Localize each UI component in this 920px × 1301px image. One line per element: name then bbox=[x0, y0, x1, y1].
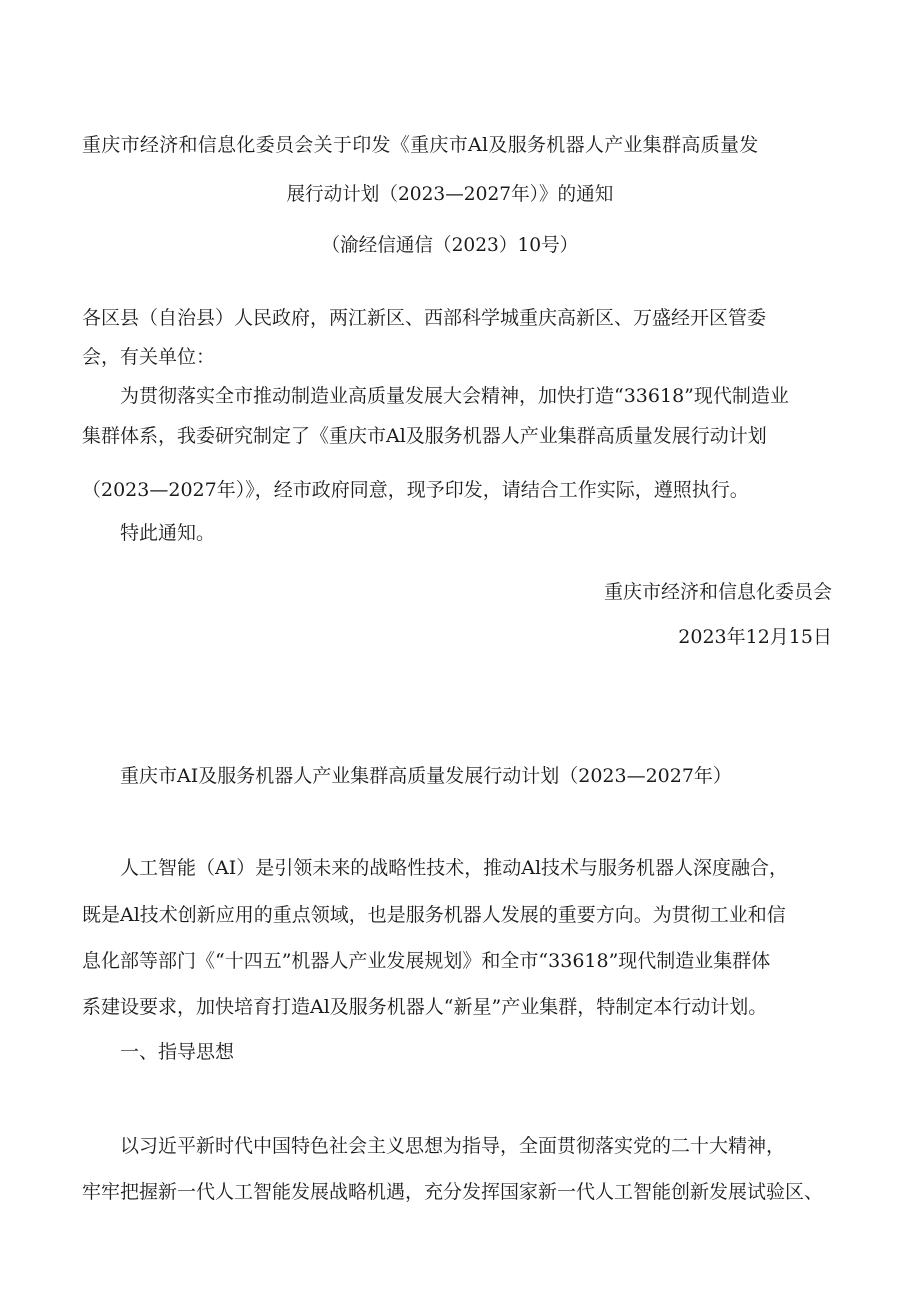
notice-closing: 特此通知。 bbox=[120, 522, 216, 544]
notice-title-line-2: 展行动计划（2023—2027年）》的通知 bbox=[286, 183, 614, 205]
addressee-line-2: 会，有关单位： bbox=[82, 346, 216, 368]
section1-body-line-2: 牢牢把握新一代人工智能发展战略机遇，充分发挥国家新一代人工智能创新发展试验区、 bbox=[82, 1181, 824, 1203]
notice-body-line-2: 集群体系，我委研究制定了《重庆市Al及服务机器人产业集群高质量发展行动计划 bbox=[82, 425, 767, 447]
addressee-line-1: 各区县（自治县）人民政府，两江新区、西部科学城重庆高新区、万盛经开区管委 bbox=[82, 307, 767, 329]
plan-title: 重庆市AI及服务机器人产业集群高质量发展行动计划（2023—2027年） bbox=[120, 765, 732, 787]
plan-intro-line-2: 既是Al技术创新应用的重点领域，也是服务机器人发展的重要方向。为贯彻工业和信 bbox=[82, 904, 786, 926]
plan-intro-line-1: 人工智能（AI）是引领未来的战略性技术，推动Al技术与服务机器人深度融合， bbox=[120, 857, 789, 879]
section-heading-guiding-ideology: 一、指导思想 bbox=[120, 1041, 235, 1063]
signature-date: 2023年12月15日 bbox=[678, 626, 832, 648]
document-number: （渝经信通信（2023）10号） bbox=[321, 234, 579, 256]
notice-title-line-1: 重庆市经济和信息化委员会关于印发《重庆市Al及服务机器人产业集群高质量发 bbox=[82, 134, 759, 156]
section1-body-line-1: 以习近平新时代中国特色社会主义思想为指导，全面贯彻落实党的二十大精神， bbox=[120, 1135, 786, 1157]
plan-intro-line-3: 息化部等部门《“十四五”机器人产业发展规划》和全市“33618”现代制造业集群体 bbox=[82, 950, 771, 972]
notice-body-line-1: 为贯彻落实全市推动制造业高质量发展大会精神，加快打造“33618”现代制造业 bbox=[120, 385, 789, 407]
plan-intro-line-4: 系建设要求，加快培育打造Al及服务机器人“新星”产业集群，特制定本行动计划。 bbox=[82, 996, 768, 1018]
signer-organization: 重庆市经济和信息化委员会 bbox=[603, 581, 832, 603]
notice-body-line-3: （2023—2027年）》，经市政府同意，现予印发，请结合工作实际，遵照执行。 bbox=[82, 479, 749, 501]
